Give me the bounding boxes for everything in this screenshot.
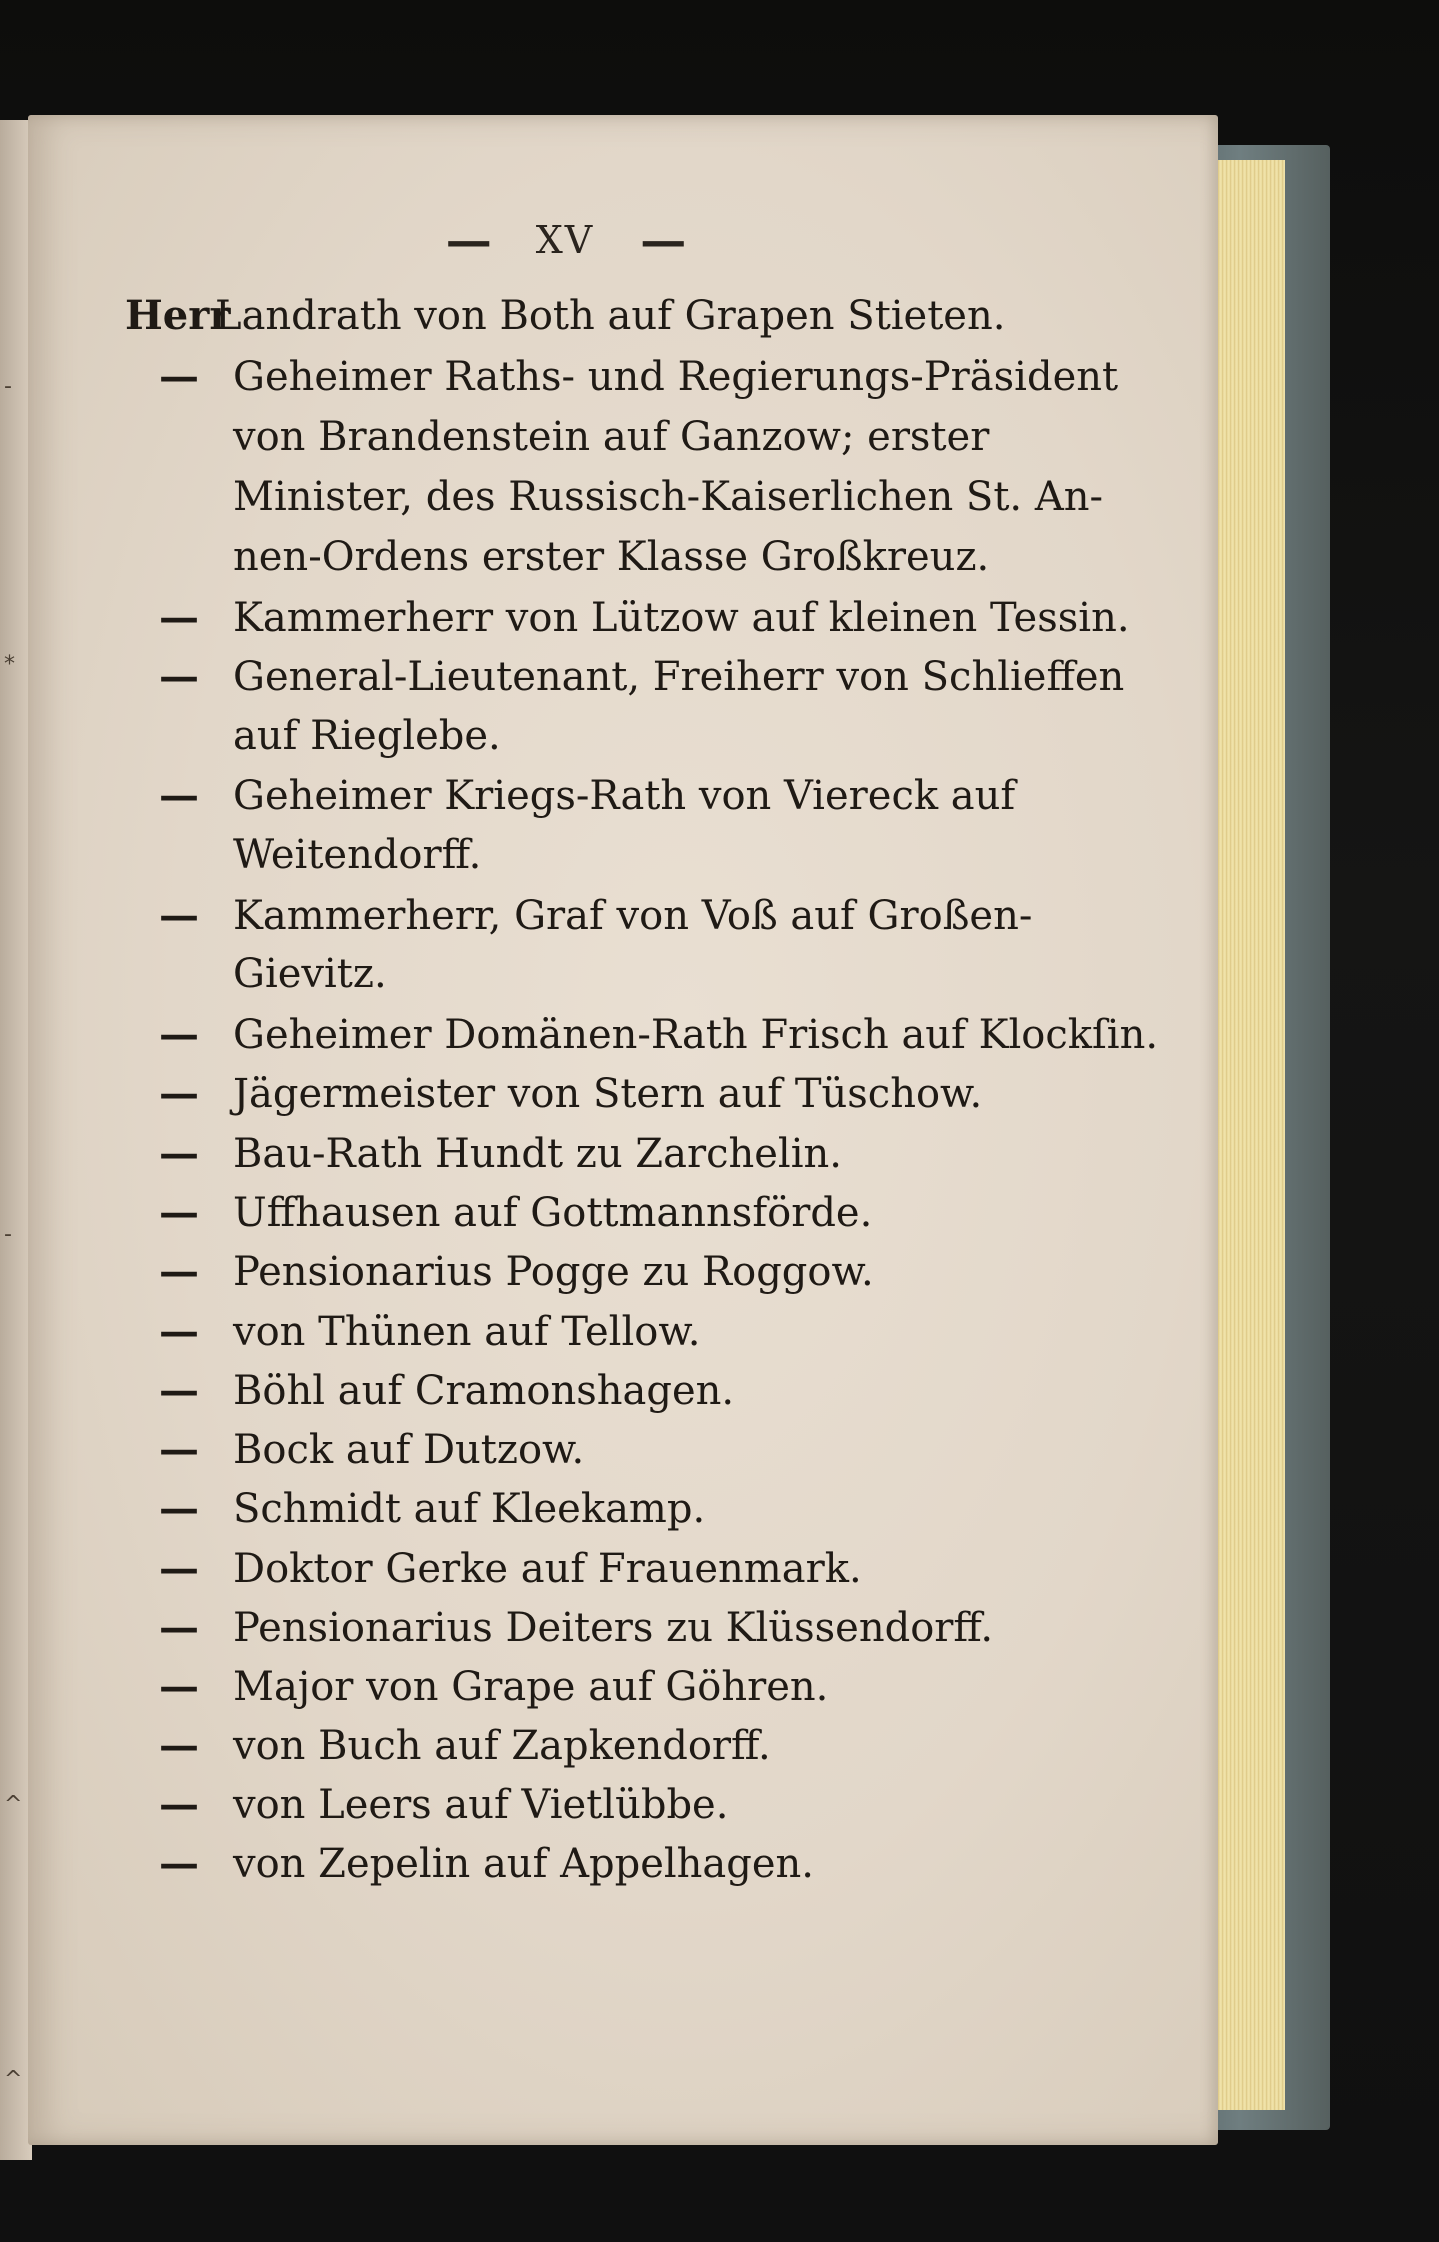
text-line (125, 1426, 584, 1484)
text-line (125, 1840, 814, 1898)
line-lead: — (159, 1426, 199, 1473)
line-lead: — (159, 1663, 199, 1710)
line-lead: — (159, 1248, 199, 1295)
margin-mark: - (4, 1222, 12, 1247)
line-lead: — (159, 1130, 199, 1177)
line-text: von Thünen auf Tellow. (233, 1309, 701, 1355)
line-lead: — (159, 1545, 199, 1592)
line-lead: — (159, 653, 199, 700)
text-line (125, 1011, 1158, 1069)
line-lead: Herr (125, 292, 231, 339)
line-lead: — (159, 1485, 199, 1532)
margin-mark: * (4, 652, 15, 677)
line-text: Bock auf Dutzow. (233, 1427, 585, 1473)
line-lead: — (159, 772, 199, 819)
text-line (125, 1308, 701, 1366)
line-lead: — (159, 1308, 199, 1355)
text-line (233, 474, 1103, 532)
line-text: Gievitz. (233, 951, 387, 997)
line-lead: — (159, 1189, 199, 1236)
line-text: von Zepelin auf Appelhagen. (233, 1841, 815, 1887)
text-line (125, 653, 1124, 711)
line-lead: — (159, 1604, 199, 1651)
margin-mark: ^ (4, 1792, 23, 1817)
text-line (125, 292, 1005, 350)
text-line (125, 1485, 705, 1543)
text-line (125, 594, 1130, 652)
line-text: nen-Ordens erster Klasse Großkreuz. (233, 534, 990, 580)
line-lead: — (159, 1781, 199, 1828)
text-line (125, 1545, 862, 1603)
text-line (125, 1722, 771, 1780)
line-lead: — (159, 1367, 199, 1414)
line-text: Minister, des Russisch-Kaiserlichen St. An- (233, 474, 1103, 520)
text-line (125, 1367, 734, 1425)
text-line (233, 832, 481, 890)
text-line (125, 1189, 872, 1247)
text-line (233, 414, 989, 472)
line-lead: — (159, 892, 199, 939)
line-text: von Buch auf Zapkendorff. (233, 1723, 771, 1769)
page-number: XV (535, 218, 595, 262)
line-text: von Brandenstein auf Ganzow; erster (233, 414, 990, 460)
header-dash-left: — (445, 213, 490, 267)
line-text: von Leers auf Vietlübbe. (233, 1782, 729, 1828)
line-text: Böhl auf Cramonshagen. (233, 1368, 735, 1414)
text-line (125, 1604, 993, 1662)
header-dash-right: — (640, 213, 685, 267)
text-line (125, 353, 1118, 411)
line-text: Geheimer Domänen-Rath Frisch auf Klockſin. (233, 1012, 1159, 1058)
line-text: Jägermeister von Stern auf Tüschow. (233, 1071, 983, 1117)
line-text: Doktor Gerke auf Frauenmark. (233, 1546, 862, 1592)
line-text: Major von Grape auf Göhren. (233, 1664, 829, 1710)
text-line (125, 1130, 842, 1188)
text-line (125, 1070, 982, 1128)
line-lead: — (159, 1840, 199, 1887)
text-line (125, 772, 1015, 830)
line-lead: — (159, 594, 199, 641)
line-text: Geheimer Kriegs-Rath von Viereck auf (233, 773, 1016, 819)
line-text: Schmidt auf Kleekamp. (233, 1486, 706, 1532)
line-text: Weitendorff. (233, 832, 482, 878)
text-line (125, 1663, 828, 1721)
line-text: Kammerherr, Graf von Voß auf Großen- (233, 893, 1033, 939)
line-text: auf Rieglebe. (233, 713, 501, 759)
line-lead: — (159, 1070, 199, 1117)
line-text: Kammerherr von Lützow auf kleinen Tessin. (233, 595, 1130, 641)
text-line (233, 713, 501, 771)
text-line (125, 1248, 874, 1306)
line-text: Uffhausen auf Gottmannsförde. (233, 1190, 873, 1236)
text-line (233, 951, 387, 1009)
text-line (125, 1781, 728, 1839)
line-text: Pensionarius Pogge zu Roggow. (233, 1249, 874, 1295)
text-line (125, 892, 1032, 950)
line-lead: — (159, 1722, 199, 1769)
margin-mark: ^ (4, 2067, 23, 2092)
line-lead: — (159, 353, 199, 400)
line-text: Pensionarius Deiters zu Klüssendorff. (233, 1605, 994, 1651)
line-text: Bau-Rath Hundt zu Zarchelin. (233, 1131, 842, 1177)
text-line (233, 534, 989, 592)
line-text: Geheimer Raths- und Regierungs-Präsident (233, 354, 1119, 400)
line-text: Landrath von Both auf Grapen Stieten. (215, 293, 1006, 339)
margin-mark: - (4, 374, 12, 399)
line-text: General-Lieutenant, Freiherr von Schlieffen (233, 654, 1125, 700)
line-lead: — (159, 1011, 199, 1058)
